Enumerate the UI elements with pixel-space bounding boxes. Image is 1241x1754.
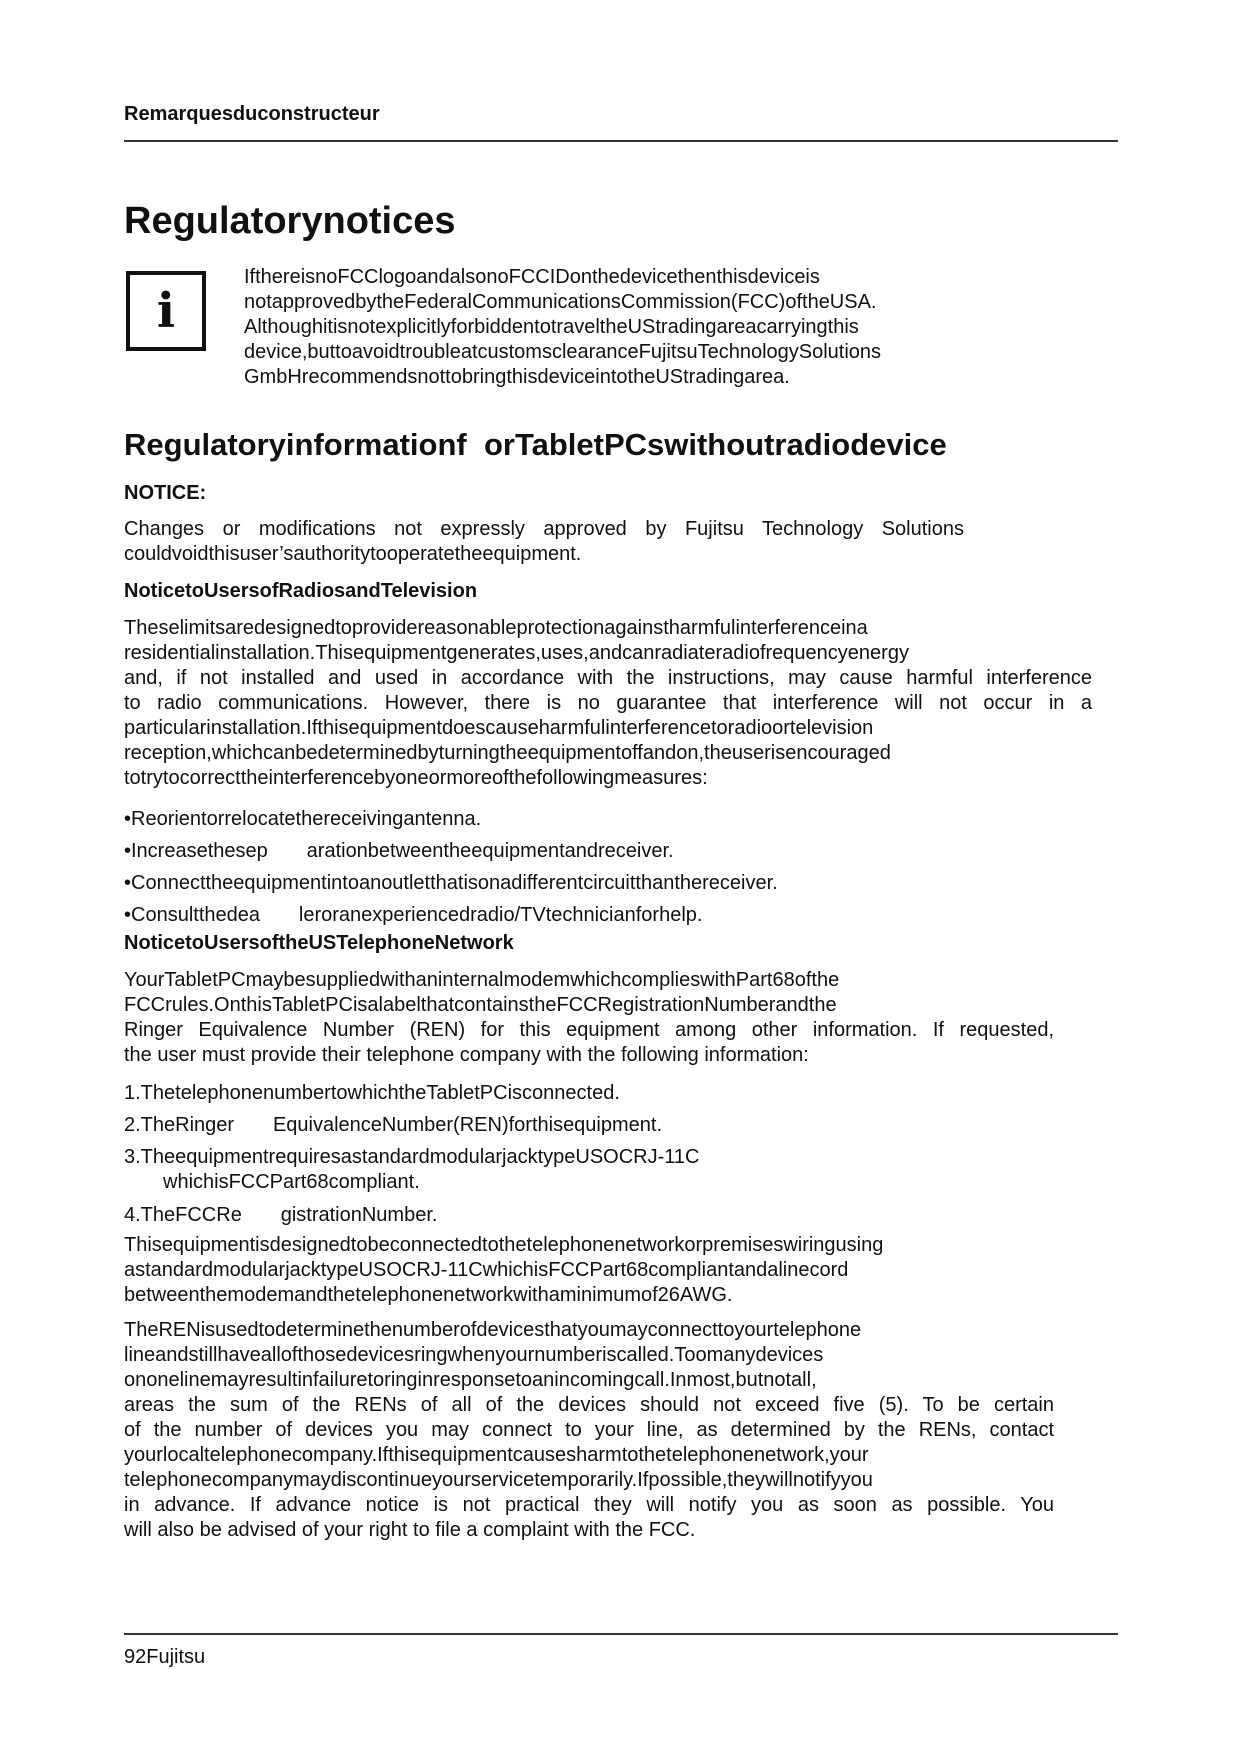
paragraph-line: particularinstallation.Ifthisequipmentdoescauseharmfulinterferencetoradioortelevision [124,717,874,739]
paragraph-line: Changes or modifications not expressly approved by Fujitsu Technology Solutions [124,518,964,540]
paragraph-line: Theselimitsaredesignedtoprovidereasonableprotectionagainstharmfulinterferenceina [124,617,868,639]
list-item: 1.ThetelephonenumbertowhichtheTabletPCisconnected. [124,1082,620,1104]
info-note-line: IfthereisnoFCClogoandalsonoFCCIDonthedevicethenthisdeviceis [244,266,820,288]
list-item: 3.TheequipmentrequiresastandardmodularjacktypeUSOCRJ-11C [124,1146,700,1168]
paragraph-line: of the number of devices you may connect to your line, as determined by the RENs, contact [124,1419,1054,1441]
paragraph-line: will also be advised of your right to file a complaint with the FCC. [124,1519,696,1541]
list-item: •Connecttheequipmentintoanoutletthatisonadifferentcircuitthanthereceiver. [124,872,778,894]
info-icon [126,271,206,351]
paragraph-line: to radio communications. However, there is no guarantee that interference will not occur in a [124,692,1092,714]
paragraph-line: yourlocaltelephonecompany.Ifthisequipmentcausesharmtothetelephonenetwork,your [124,1444,869,1466]
paragraph-line: reception,whichcanbedeterminedbyturningtheequipmentoffandon,theuserisencouraged [124,742,891,764]
paragraph-line: telephonecompanymaydiscontinueyourservicetemporarily.Ifpossible,theywillnotifyyou [124,1469,873,1491]
info-note-line: device,buttoavoidtroubleatcustomsclearanceFujitsuTechnologySolutions [244,341,882,363]
telephone-heading: NoticetoUsersoftheUSTelephoneNetwork [124,932,514,954]
paragraph-line: totrytocorrecttheinterferencebyoneormoreofthefollowingmeasures: [124,767,708,789]
measures-list [124,807,778,935]
list-item: 2.TheRinger EquivalenceNumber(REN)forthisequipment. [124,1114,663,1136]
telephone-intro [124,968,1054,1068]
paragraph-line: the user must provide their telephone company with the following information: [124,1044,809,1066]
info-note-line: AlthoughitisnotexplicitlyforbiddentotraveltheUStradingareacarryingthis [244,316,859,338]
running-header: Remarquesduconstructeur [124,103,380,125]
design-paragraph [124,1233,883,1308]
changes-paragraph [124,517,964,567]
paragraph-line: residentialinstallation.Thisequipmentgenerates,uses,andcanradiateradiofrequencyenergy [124,642,909,664]
document-page [124,0,1118,1754]
page-title: Regulatorynotices [124,200,456,242]
list-item: •Reorientorrelocatethereceivingantenna. [124,808,482,830]
paragraph-line: lineandstillhaveallofthosedevicesringwhenyournumberiscalled.Toomanydevices [124,1344,824,1366]
header-rule [124,140,1118,142]
paragraph-line: Ringer Equivalence Number (REN) for this equipment among other information. If requested, [124,1019,1054,1041]
info-note-line: notapprovedbytheFederalCommunicationsCommission(FCC)oftheUSA. [244,291,877,313]
page-footer: 92Fujitsu [124,1646,206,1668]
paragraph-line: Thisequipmentisdesignedtobeconnectedtothetelephonenetworkorpremiseswiringusing [124,1234,884,1256]
paragraph-line: FCCrules.OnthisTabletPCisalabelthatcontainstheFCCRegistrationNumberandthe [124,994,837,1016]
paragraph-line: astandardmodularjacktypeUSOCRJ-11CwhichisFCCPart68compliantandalinecord [124,1259,849,1281]
paragraph-line: TheRENisusedtodeterminethenumberofdevicesthatyoumayconnecttoyourtelephone [124,1319,862,1341]
list-item: 4.TheFCCRe gistrationNumber. [124,1204,438,1226]
footer-rule [124,1633,1118,1635]
list-item-continuation: whichisFCCPart68compliant. [163,1171,420,1193]
info-note [244,265,1004,390]
paragraph-line: and, if not installed and used in accordance with the instructions, may cause harmful interference [124,667,1092,689]
paragraph-line: couldvoidthisuser’sauthoritytooperatetheequipment. [124,543,582,565]
radio-tv-heading: NoticetoUsersofRadiosandTelevision [124,580,478,602]
info-icon-glyph: i [156,283,176,339]
radio-tv-paragraph [124,616,1092,791]
paragraph-line: ononelinemayresultinfailuretoringinresponsetoanincomingcall.Inmost,butnotall, [124,1369,817,1391]
list-item: •Consultthedea leroranexperiencedradio/TVtechnicianforhelp. [124,904,703,926]
notice-label: NOTICE: [124,482,207,504]
paragraph-line: YourTabletPCmaybesuppliedwithaninternalmodemwhichcomplieswithPart68ofthe [124,969,840,991]
paragraph-line: betweenthemodemandthetelephonenetworkwithaminimumof26AWG. [124,1284,733,1306]
list-item: •Increasethesep arationbetweentheequipmentandreceiver. [124,840,674,862]
paragraph-line: in advance. If advance notice is not practical they will notify you as soon as possible. You [124,1494,1054,1516]
info-note-line: GmbHrecommendsnottobringthisdeviceintotheUStradingarea. [244,366,790,388]
paragraph-line: areas the sum of the RENs of all of the devices should not exceed five (5). To be certain [124,1394,1054,1416]
telephone-info-list [124,1081,699,1235]
section-title: Regulatoryinformationf orTabletPCswithoutradiodevice [124,427,947,462]
ren-paragraph [124,1318,1054,1543]
